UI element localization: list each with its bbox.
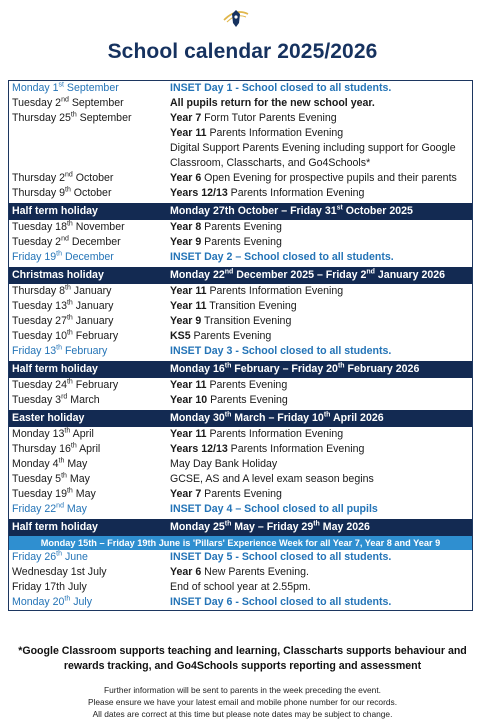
date-text: Thursday 8	[12, 285, 65, 297]
event-date	[9, 81, 170, 96]
date-ordinal: th	[58, 457, 65, 465]
date-text: February	[72, 330, 119, 342]
date-text: September	[76, 112, 132, 124]
event-emphasis: Year 11	[170, 300, 207, 312]
calendar-row	[9, 487, 472, 502]
date-text: Friday 17th July	[12, 581, 87, 593]
date-text: Tuesday 3	[12, 394, 62, 406]
event-description	[170, 250, 472, 265]
calendar-row	[9, 250, 472, 265]
date-text: December 2025 – Friday 2	[233, 269, 367, 281]
pillars-week-note: Monday 15th – Friday 19th June is 'Pillars' Experience Week for all Year 7, Year 8 and Year 9	[9, 536, 472, 550]
date-ordinal: nd	[56, 502, 64, 510]
event-description	[170, 442, 472, 457]
event-emphasis: Year 11	[170, 379, 207, 391]
event-text: Parents Information Evening	[206, 428, 344, 440]
date-text: Monday 13	[12, 428, 65, 440]
calendar-row	[9, 329, 472, 344]
date-text: Tuesday 2	[12, 97, 62, 109]
event-description	[170, 565, 472, 580]
event-description	[170, 314, 472, 329]
calendar-row	[9, 580, 472, 595]
date-text: Tuesday 10	[12, 330, 67, 342]
event-date	[9, 595, 170, 610]
event-date	[9, 186, 170, 201]
school-crest-icon	[221, 6, 251, 32]
event-description	[170, 487, 472, 502]
event-date	[9, 393, 170, 408]
calendar-row	[9, 502, 472, 517]
event-text: Parents Information Evening	[206, 127, 344, 139]
event-emphasis: INSET Day 5 - School closed to all students.	[170, 551, 392, 563]
date-text: December	[68, 236, 121, 248]
date-ordinal: th	[64, 595, 71, 603]
date-ordinal: st	[58, 81, 64, 89]
date-ordinal: nd	[366, 268, 375, 276]
footnote: *Google Classroom supports teaching and learning, Classcharts supports behaviour and rewards tracking, and Go4Schools supports reporting and assessment	[18, 645, 467, 672]
date-text: Thursday 25	[12, 112, 71, 124]
date-ordinal: nd	[61, 96, 69, 104]
event-description	[170, 126, 472, 141]
event-emphasis: Year 8	[170, 221, 202, 233]
date-text: Friday 13	[12, 345, 57, 357]
date-text: Tuesday 18	[12, 221, 67, 233]
date-text: March	[67, 394, 100, 406]
event-description	[170, 81, 472, 96]
calendar-row	[9, 550, 472, 565]
event-date	[9, 427, 170, 442]
event-emphasis: Year 10	[170, 394, 208, 406]
calendar-row	[9, 96, 472, 111]
date-ordinal: nd	[224, 268, 234, 276]
date-text: Tuesday 24	[12, 379, 67, 391]
date-text: June	[62, 551, 88, 563]
date-text: February	[62, 345, 108, 357]
date-text: February	[72, 379, 119, 391]
calendar-row	[9, 186, 472, 201]
date-text: Thursday 16	[12, 443, 71, 455]
event-emphasis: Year 7	[170, 488, 202, 500]
calendar-row	[9, 111, 472, 126]
event-description	[170, 141, 472, 171]
event-text: Open Evening for prospective pupils and their parents	[201, 172, 457, 184]
date-ordinal: th	[56, 250, 63, 258]
event-text: Parents Information Evening	[227, 443, 365, 455]
event-description	[170, 580, 472, 595]
calendar-row	[9, 171, 472, 186]
calendar-row	[9, 126, 472, 141]
event-date	[9, 96, 170, 111]
date-ordinal: th	[66, 220, 73, 228]
date-text: Tuesday 2	[12, 236, 62, 248]
date-text: October	[70, 187, 112, 199]
event-text: Parents Evening	[201, 236, 282, 248]
event-text: Transition Evening	[201, 315, 292, 327]
date-text: Monday 27th October – Friday 31	[170, 205, 337, 217]
date-text: May	[72, 488, 96, 500]
holiday-band	[9, 267, 472, 284]
event-text: Parents Evening	[201, 221, 282, 233]
holiday-dates	[170, 519, 472, 536]
date-ordinal: th	[64, 427, 71, 435]
date-text: January	[70, 285, 112, 297]
date-text: September	[63, 82, 119, 94]
event-date	[9, 314, 170, 329]
date-ordinal: nd	[61, 235, 69, 243]
date-ordinal: th	[56, 550, 63, 558]
event-emphasis: Years 12/13	[170, 443, 228, 455]
calendar-table	[8, 80, 473, 611]
event-text: Parents Evening	[201, 488, 282, 500]
event-emphasis: Year 11	[170, 428, 207, 440]
date-text: Monday 1	[12, 82, 59, 94]
event-text: GCSE, AS and A level exam season begins	[170, 473, 374, 485]
date-text: Monday 22	[170, 269, 225, 281]
event-description	[170, 427, 472, 442]
event-date	[9, 487, 170, 502]
event-text: Digital Support Parents Evening including support for Google Classroom, Classcharts, and Go4Schools*	[170, 142, 456, 169]
date-text: Tuesday 5	[12, 473, 62, 485]
date-ordinal: th	[66, 487, 73, 495]
calendar-row	[9, 344, 472, 359]
date-ordinal: th	[66, 378, 73, 386]
event-emphasis: KS5	[170, 330, 191, 342]
event-text: Form Tutor Parents Evening	[201, 112, 337, 124]
date-text: May	[66, 473, 90, 485]
event-date	[9, 580, 170, 595]
calendar-row	[9, 472, 472, 487]
date-ordinal: th	[323, 411, 331, 419]
event-emphasis: INSET Day 6 - School closed to all students.	[170, 596, 392, 608]
event-date	[9, 284, 170, 299]
small-print	[0, 684, 485, 720]
event-emphasis: INSET Day 3 - School closed to all students.	[170, 345, 392, 357]
date-text: October	[72, 172, 114, 184]
event-date	[9, 171, 170, 186]
date-ordinal: th	[224, 362, 232, 370]
event-text: Parents Information Evening	[227, 187, 365, 199]
date-text: April 2026	[330, 412, 384, 424]
holiday-label: Half term holiday	[12, 521, 98, 533]
event-description	[170, 393, 472, 408]
holiday-label: Christmas holiday	[12, 269, 104, 281]
holiday-dates	[170, 267, 472, 284]
date-ordinal: th	[61, 472, 67, 480]
small-print-line: Further information will be sent to parents in the week preceding the event.	[104, 685, 381, 695]
date-ordinal: th	[65, 284, 71, 292]
event-emphasis: Year 6	[170, 172, 202, 184]
event-text: End of school year at 2.55pm.	[170, 581, 311, 593]
date-text: Thursday 2	[12, 172, 65, 184]
date-text: May – Friday 29	[231, 521, 314, 533]
holiday-label: Half term holiday	[12, 205, 98, 217]
event-date	[9, 299, 170, 314]
calendar-row	[9, 378, 472, 393]
calendar-row	[9, 442, 472, 457]
date-text: April	[76, 443, 101, 455]
date-ordinal: th	[224, 520, 232, 528]
event-description	[170, 96, 472, 111]
date-ordinal: st	[336, 204, 343, 212]
date-text: Thursday 9	[12, 187, 65, 199]
date-ordinal: th	[56, 344, 63, 352]
holiday-band	[9, 519, 472, 536]
event-description	[170, 329, 472, 344]
event-date	[9, 235, 170, 250]
event-emphasis: Year 7	[170, 112, 202, 124]
event-emphasis: Years 12/13	[170, 187, 228, 199]
date-ordinal: rd	[61, 393, 68, 401]
event-date	[9, 550, 170, 565]
holiday-band	[9, 361, 472, 378]
date-text: March – Friday 10	[231, 412, 324, 424]
calendar-row	[9, 314, 472, 329]
event-description	[170, 344, 472, 359]
date-text: Wednesday 1st July	[12, 566, 107, 578]
date-ordinal: th	[70, 442, 77, 450]
event-date	[9, 344, 170, 359]
date-text: Tuesday 19	[12, 488, 67, 500]
event-text: Parents Information Evening	[206, 285, 344, 297]
date-ordinal: nd	[65, 171, 73, 179]
date-text: February – Friday 20	[231, 363, 338, 375]
event-emphasis: INSET Day 4 – School closed to all pupils	[170, 503, 378, 515]
event-description	[170, 472, 472, 487]
calendar-row	[9, 235, 472, 250]
calendar-row	[9, 393, 472, 408]
holiday-dates	[170, 203, 472, 220]
date-ordinal: th	[65, 186, 71, 194]
date-text: Friday 26	[12, 551, 57, 563]
event-emphasis: INSET Day 2 – School closed to all students.	[170, 251, 394, 263]
calendar-row	[9, 141, 472, 171]
calendar-row	[9, 565, 472, 580]
date-text: May 2026	[319, 521, 370, 533]
event-text: May Day Bank Holiday	[170, 458, 278, 470]
event-date	[9, 220, 170, 235]
page-title: School calendar 2025/2026	[107, 40, 378, 63]
date-text: November	[72, 221, 125, 233]
date-text: Tuesday 13	[12, 300, 67, 312]
date-ordinal: th	[224, 411, 232, 419]
event-date	[9, 565, 170, 580]
calendar-row	[9, 220, 472, 235]
event-date	[9, 378, 170, 393]
holiday-band	[9, 203, 472, 220]
holiday-label: Half term holiday	[12, 363, 98, 375]
date-text: Monday 30	[170, 412, 225, 424]
event-description	[170, 595, 472, 610]
date-text: Friday 22	[12, 503, 57, 515]
event-text: New Parents Evening.	[201, 566, 309, 578]
event-emphasis: Year 11	[170, 285, 207, 297]
calendar-row	[9, 427, 472, 442]
event-emphasis: Year 6	[170, 566, 202, 578]
date-ordinal: th	[70, 111, 77, 119]
holiday-band	[9, 410, 472, 427]
event-date	[9, 502, 170, 517]
event-description	[170, 378, 472, 393]
event-description	[170, 284, 472, 299]
holiday-dates	[170, 361, 472, 378]
event-emphasis: Year 9	[170, 236, 202, 248]
event-emphasis: INSET Day 1 - School closed to all students.	[170, 82, 392, 94]
date-ordinal: th	[66, 329, 73, 337]
holiday-label: Easter holiday	[12, 412, 85, 424]
event-description	[170, 220, 472, 235]
small-print-line: Please ensure we have your latest email and mobile phone number for our records.	[87, 697, 398, 707]
event-emphasis: Year 9	[170, 315, 202, 327]
date-text: December	[62, 251, 114, 263]
date-text: Friday 19	[12, 251, 57, 263]
event-description	[170, 502, 472, 517]
date-text: September	[68, 97, 124, 109]
event-date	[9, 457, 170, 472]
event-text: Parents Evening	[190, 330, 272, 342]
event-date	[9, 250, 170, 265]
event-emphasis: Year 11	[170, 127, 207, 139]
event-description	[170, 550, 472, 565]
event-text: Parents Evening	[206, 379, 288, 391]
calendar-row	[9, 299, 472, 314]
date-ordinal: th	[337, 362, 345, 370]
event-date	[9, 472, 170, 487]
event-description	[170, 457, 472, 472]
date-ordinal: th	[313, 520, 320, 528]
event-date	[9, 329, 170, 344]
calendar-row	[9, 284, 472, 299]
date-text: January 2026	[374, 269, 446, 281]
calendar-row	[9, 81, 472, 96]
date-text: October 2025	[342, 205, 413, 217]
calendar-row	[9, 457, 472, 472]
event-emphasis: All pupils return for the new school year.	[170, 97, 375, 109]
date-text: Monday 16	[170, 363, 225, 375]
date-text: January	[72, 315, 114, 327]
calendar-row	[9, 595, 472, 610]
date-text: Tuesday 27	[12, 315, 67, 327]
date-text: April	[70, 428, 94, 440]
date-text: Monday 20	[12, 596, 65, 608]
date-text: July	[70, 596, 93, 608]
event-text: Transition Evening	[206, 300, 297, 312]
event-description	[170, 111, 472, 126]
event-text: Parents Evening	[207, 394, 288, 406]
date-ordinal: th	[66, 299, 73, 307]
date-text: Monday 25	[170, 521, 225, 533]
small-print-line: All dates are correct at this time but please note dates may be subject to change.	[92, 709, 393, 719]
event-description	[170, 299, 472, 314]
date-text: May	[64, 458, 88, 470]
date-text: Monday 4	[12, 458, 59, 470]
event-date	[9, 111, 170, 126]
date-ordinal: th	[66, 314, 73, 322]
date-text: January	[72, 300, 114, 312]
date-text: February 2026	[344, 363, 420, 375]
event-date	[9, 442, 170, 457]
event-description	[170, 171, 472, 186]
event-description	[170, 186, 472, 201]
holiday-dates	[170, 410, 472, 427]
event-description	[170, 235, 472, 250]
date-text: May	[63, 503, 87, 515]
